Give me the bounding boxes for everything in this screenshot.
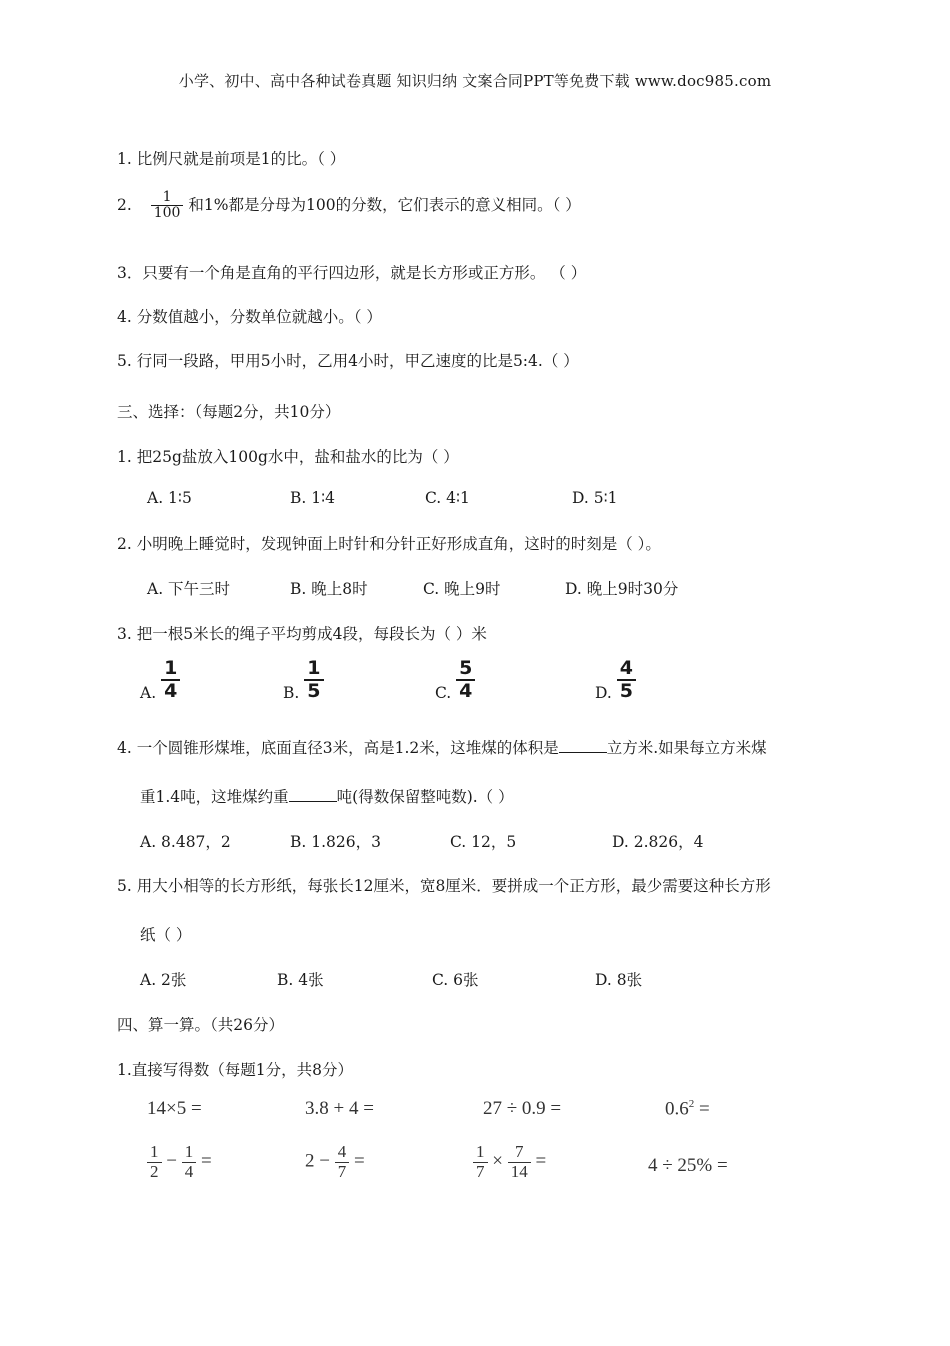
choice-q3-option-c bbox=[435, 658, 475, 702]
fraction-numerator: 1 bbox=[164, 657, 178, 679]
fraction-numerator: 4 bbox=[619, 657, 633, 679]
choice-q4-line-2 bbox=[140, 785, 514, 807]
choice-q3-option-d bbox=[595, 658, 636, 702]
calc-sub-title: 1.直接写得数（每题1分，共8分） bbox=[117, 1061, 354, 1079]
choice-q4-text-b: 立方米.如果每立方米煤 bbox=[606, 739, 767, 757]
calc-expr-8: 4 ÷ 25% = bbox=[648, 1155, 728, 1176]
choice-q3-option-a bbox=[140, 658, 180, 702]
calc-expr-3: 27 ÷ 0.9 = bbox=[483, 1098, 562, 1119]
choice-q1-option-d: D. 5∶1 bbox=[572, 489, 618, 507]
choice-q1-option-c: C. 4∶1 bbox=[425, 489, 470, 507]
fraction-numerator: 1 bbox=[307, 657, 321, 679]
fraction-denominator: 5 bbox=[617, 679, 636, 702]
fraction-denominator: 14 bbox=[508, 1162, 531, 1182]
calc-expr-4 bbox=[665, 1098, 710, 1120]
fraction bbox=[147, 1143, 162, 1181]
fraction bbox=[335, 1143, 350, 1181]
choice-q2-option-d: D. 晚上9时30分 bbox=[565, 580, 679, 598]
fraction bbox=[617, 658, 636, 702]
choice-q4-option-c: C. 12，5 bbox=[450, 833, 517, 851]
calc-expr-5 bbox=[147, 1143, 212, 1181]
answer-blank bbox=[289, 787, 337, 802]
fraction-denominator: 5 bbox=[304, 679, 323, 702]
judge-item-1: 1. 比例尺就是前项是1的比。（ ） bbox=[117, 150, 346, 168]
judge-item-5: 5. 行同一段路，甲用5小时，乙用4小时，甲乙速度的比是5:4.（ ） bbox=[117, 352, 579, 370]
calc-expr-1: 14×5 = bbox=[147, 1098, 202, 1119]
fraction-denominator: 4 bbox=[456, 679, 475, 702]
page-header: 小学、初中、高中各种试卷真题 知识归纳 文案合同PPT等免费下载 www.doc985.com bbox=[178, 72, 772, 90]
fraction-denominator: 100 bbox=[151, 205, 184, 221]
answer-blank bbox=[559, 738, 607, 753]
calc-expr-4-exponent: 2 bbox=[688, 1098, 695, 1110]
calc-expr-4-tail: = bbox=[694, 1098, 710, 1120]
calc-expr-6-prefix: 2 − bbox=[305, 1150, 330, 1172]
choice-q4-text-a: 4. 一个圆锥形煤堆，底面直径3米，高是1.2米，这堆煤的体积是 bbox=[117, 739, 559, 757]
fraction bbox=[456, 658, 475, 702]
choice-q5-line-1: 5. 用大小相等的长方形纸，每张长12厘米，宽8厘米．要拼成一个正方形，最少需要这种长方形 bbox=[117, 877, 771, 895]
choice-q4-line-1 bbox=[117, 736, 767, 758]
fraction-denominator: 7 bbox=[335, 1162, 350, 1182]
operator: − bbox=[166, 1150, 177, 1172]
fraction-denominator: 2 bbox=[147, 1162, 162, 1182]
choice-q2-option-b: B. 晚上8时 bbox=[290, 580, 368, 598]
fraction-numerator: 1 bbox=[476, 1142, 485, 1161]
fraction bbox=[473, 1143, 488, 1181]
judge-item-2 bbox=[117, 190, 581, 222]
choice-q1-option-a: A. 1∶5 bbox=[147, 489, 192, 507]
fraction-denominator: 7 bbox=[473, 1162, 488, 1182]
fraction-numerator: 1 bbox=[150, 1142, 159, 1161]
fraction bbox=[304, 658, 323, 702]
choice-q4-text-c: 重1.4吨，这堆煤约重 bbox=[140, 788, 289, 806]
judge-item-2-number: 2. bbox=[117, 195, 132, 214]
option-label: C. bbox=[435, 683, 452, 702]
section-choice-title: 三、选择：（每题2分，共10分） bbox=[117, 403, 341, 421]
fraction bbox=[161, 658, 180, 702]
choice-q3: 3. 把一根5米长的绳子平均剪成4段，每段长为（ ）米 bbox=[117, 625, 487, 643]
judge-item-4: 4. 分数值越小，分数单位就越小。（ ） bbox=[117, 308, 382, 326]
equals-sign: = bbox=[353, 1150, 365, 1172]
choice-q5-option-d: D. 8张 bbox=[595, 971, 643, 989]
operator: × bbox=[492, 1150, 503, 1172]
fraction-numerator: 7 bbox=[514, 1142, 524, 1161]
fraction-numerator: 1 bbox=[184, 1142, 194, 1161]
equals-sign: = bbox=[535, 1150, 547, 1172]
calc-expr-6 bbox=[305, 1143, 365, 1181]
judge-item-2-text: 和1%都是分母为100的分数，它们表示的意义相同。（ ） bbox=[188, 195, 581, 214]
calc-expr-2: 3.8 + 4 = bbox=[305, 1098, 374, 1119]
choice-q5-option-b: B. 4张 bbox=[277, 971, 324, 989]
option-label: B. bbox=[283, 683, 300, 702]
choice-q5-line-2: 纸（ ） bbox=[140, 926, 192, 944]
fraction-denominator: 4 bbox=[182, 1162, 197, 1182]
judge-item-3: 3．只要有一个角是直角的平行四边形，就是长方形或正方形。 （ ） bbox=[117, 264, 587, 282]
choice-q2-option-a: A. 下午三时 bbox=[147, 580, 231, 598]
choice-q2: 2. 小明晚上睡觉时，发现钟面上时针和分针正好形成直角，这时的时刻是（ ）。 bbox=[117, 535, 661, 553]
option-label: A. bbox=[140, 683, 157, 702]
calc-expr-7 bbox=[473, 1143, 546, 1181]
fraction-one-hundredth bbox=[151, 190, 184, 222]
equals-sign: = bbox=[200, 1150, 212, 1172]
calc-expr-4-base: 0.6 bbox=[665, 1098, 689, 1120]
fraction-numerator: 4 bbox=[337, 1142, 347, 1161]
fraction-denominator: 4 bbox=[161, 679, 180, 702]
fraction bbox=[182, 1143, 197, 1181]
fraction-numerator: 5 bbox=[459, 657, 473, 679]
choice-q3-option-b bbox=[283, 658, 324, 702]
section-calc-title: 四、算一算。（共26分） bbox=[117, 1016, 284, 1034]
choice-q4-option-d: D. 2.826，4 bbox=[612, 833, 704, 851]
choice-q5-option-c: C. 6张 bbox=[432, 971, 479, 989]
option-label: D. bbox=[595, 683, 612, 702]
fraction-numerator: 1 bbox=[162, 189, 172, 205]
choice-q4-option-b: B. 1.826，3 bbox=[290, 833, 381, 851]
choice-q1-option-b: B. 1∶4 bbox=[290, 489, 336, 507]
choice-q5-option-a: A. 2张 bbox=[140, 971, 187, 989]
choice-q1: 1. 把25g盐放入100g水中，盐和盐水的比为（ ） bbox=[117, 448, 459, 466]
choice-q2-option-c: C. 晚上9时 bbox=[423, 580, 501, 598]
choice-q4-text-d: 吨(得数保留整吨数).（ ） bbox=[336, 788, 514, 806]
fraction bbox=[508, 1143, 531, 1181]
choice-q4-option-a: A. 8.487，2 bbox=[140, 833, 231, 851]
